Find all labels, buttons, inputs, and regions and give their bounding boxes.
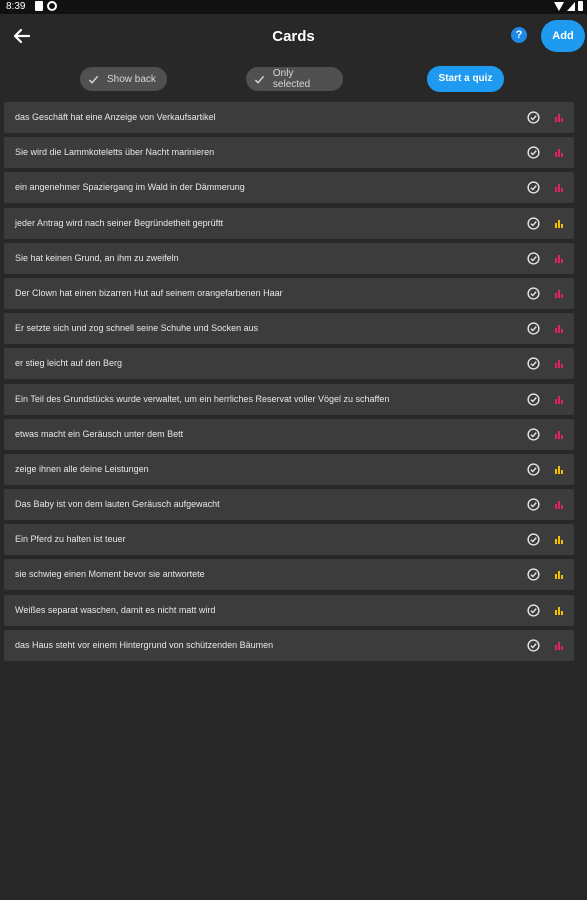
signal-icon: [567, 2, 575, 11]
card-row[interactable]: [4, 172, 574, 203]
mark-done-icon[interactable]: [527, 428, 540, 441]
only-selected-label: Only selected: [272, 68, 311, 90]
difficulty-level-icon: [555, 289, 565, 298]
card-row[interactable]: [4, 489, 574, 520]
status-system-icons: [554, 1, 583, 11]
card-row[interactable]: [4, 384, 574, 415]
difficulty-level-icon: [555, 148, 565, 157]
card-text: Ein Pferd zu halten ist teuer: [15, 534, 126, 545]
card-text: etwas macht ein Geräusch unter dem Bett: [15, 428, 184, 439]
help-button[interactable]: [511, 27, 527, 43]
card-text: das Haus steht vor einem Hintergrund von schützenden Bäumen: [15, 639, 274, 650]
mark-done-icon[interactable]: [527, 217, 540, 230]
difficulty-level-icon: [555, 570, 565, 579]
card-row[interactable]: [4, 559, 574, 590]
card-text: Sie hat keinen Grund, an ihm zu zweifeln: [15, 252, 179, 263]
status-bar: [0, 0, 587, 14]
difficulty-level-icon: [555, 500, 565, 509]
mark-done-icon[interactable]: [527, 322, 540, 335]
mark-done-icon[interactable]: [527, 287, 540, 300]
start-quiz-button[interactable]: Start a quiz: [427, 66, 504, 92]
card-row[interactable]: [4, 348, 574, 379]
page-title: Cards: [272, 28, 315, 45]
battery-icon: [578, 1, 583, 11]
mark-done-icon[interactable]: [527, 639, 540, 652]
difficulty-level-icon: [555, 535, 565, 544]
add-button[interactable]: Add: [541, 20, 585, 52]
card-text: sie schwieg einen Moment bevor sie antwortete: [15, 569, 205, 580]
card-text: Der Clown hat einen bizarren Hut auf seinem orangefarbenen Haar: [15, 287, 283, 298]
card-row[interactable]: [4, 208, 574, 239]
show-back-toggle[interactable]: [80, 67, 167, 91]
card-text: Das Baby ist von dem lauten Geräusch aufgewacht: [15, 499, 220, 510]
difficulty-level-icon: [555, 641, 565, 650]
card-row[interactable]: [4, 419, 574, 450]
card-row[interactable]: [4, 278, 574, 309]
card-text: das Geschäft hat eine Anzeige von Verkaufsartikel: [15, 112, 216, 122]
sync-icon: [47, 1, 57, 11]
show-back-label: Show back: [107, 73, 156, 85]
card-row[interactable]: [4, 454, 574, 485]
card-text: jeder Antrag wird nach seiner Begründetheit geprüftt: [15, 217, 224, 228]
status-time: 8:39: [6, 1, 26, 12]
difficulty-level-icon: [555, 465, 565, 474]
card-row[interactable]: [4, 630, 574, 661]
card-text: Sie wird die Lammkoteletts über Nacht marinieren: [15, 147, 215, 158]
app-bar: [0, 14, 587, 62]
check-icon: [254, 74, 265, 85]
mark-done-icon[interactable]: [527, 393, 540, 406]
card-list: [4, 102, 574, 665]
card-row[interactable]: [4, 313, 574, 344]
difficulty-level-icon: [555, 183, 565, 192]
help-icon: ?: [515, 29, 523, 41]
wifi-icon: [554, 2, 564, 11]
mark-done-icon[interactable]: [527, 252, 540, 265]
card-row[interactable]: [4, 524, 574, 555]
mark-done-icon[interactable]: [527, 498, 540, 511]
mark-done-icon[interactable]: [527, 568, 540, 581]
mark-done-icon[interactable]: [527, 357, 540, 370]
check-icon: [88, 74, 99, 85]
card-row[interactable]: [4, 137, 574, 168]
card-text: ein angenehmer Spaziergang im Wald in der Dämmerung: [15, 182, 245, 193]
card-text: Er setzte sich und zog schnell seine Schuhe und Socken aus: [15, 323, 259, 334]
difficulty-level-icon: [555, 219, 565, 228]
card-row[interactable]: [4, 102, 574, 133]
card-text: Ein Teil des Grundstücks wurde verwaltet, um ein herrliches Reservat voller Vögel zu schaffen: [15, 393, 390, 404]
mark-done-icon[interactable]: [527, 463, 540, 476]
card-row[interactable]: [4, 243, 574, 274]
mark-done-icon[interactable]: [527, 533, 540, 546]
mark-done-icon[interactable]: [527, 604, 540, 617]
only-selected-toggle[interactable]: [246, 67, 343, 91]
card-text: er stieg leicht auf den Berg: [15, 358, 123, 369]
status-notification-icons: [35, 1, 57, 11]
card-row[interactable]: [4, 595, 574, 626]
difficulty-level-icon: [555, 324, 565, 333]
mark-done-icon[interactable]: [527, 146, 540, 159]
notification-icon: [35, 1, 43, 11]
mark-done-icon[interactable]: [527, 181, 540, 194]
difficulty-level-icon: [555, 113, 565, 122]
difficulty-level-icon: [555, 395, 565, 404]
difficulty-level-icon: [555, 254, 565, 263]
mark-done-icon[interactable]: [527, 111, 540, 124]
difficulty-level-icon: [555, 606, 565, 615]
difficulty-level-icon: [555, 430, 565, 439]
card-text: Weißes separat waschen, damit es nicht matt wird: [15, 604, 216, 615]
card-text: zeige ihnen alle deine Leistungen: [15, 463, 149, 474]
difficulty-level-icon: [555, 359, 565, 368]
